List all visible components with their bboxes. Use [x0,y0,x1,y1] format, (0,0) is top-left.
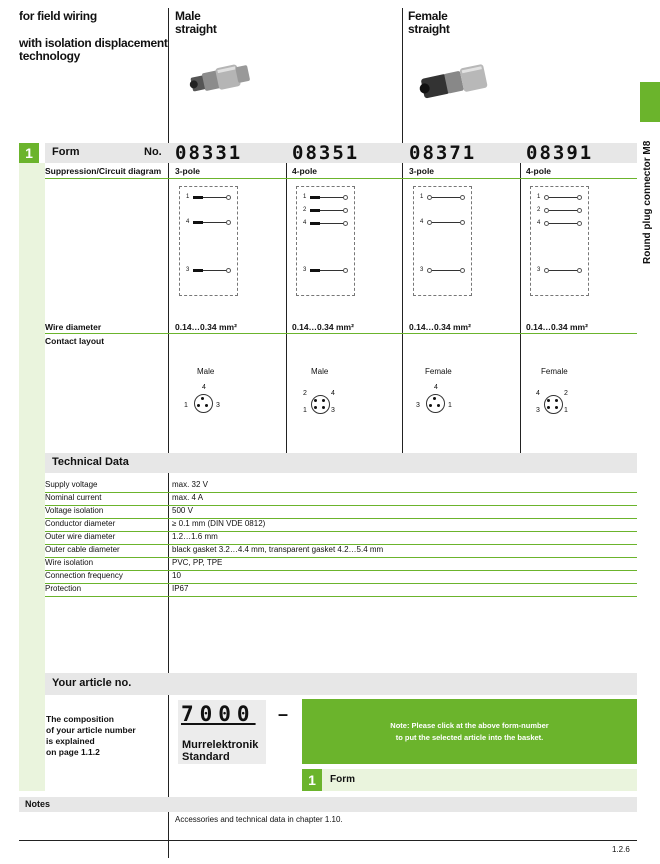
pole-label-4: 4-pole [526,166,552,176]
basket-note-line1: Note: Please click at the above form-number [390,721,549,730]
separator-vertical-female [402,8,403,453]
circuit-diagram-2: 1 2 4 3 [296,186,355,296]
notes-title: Notes [25,799,51,809]
article-title: Your article no. [52,677,132,689]
form-footer-band [322,769,637,791]
article-digits: 7000 [181,702,256,726]
tech-row-conductor-diameter: Conductor diameter ≥ 0.1 mm (DIN VDE 0812) [45,518,637,532]
tech-row-nominal-current: Nominal current max. 4 A [45,492,637,506]
contact-layout-label: Contact layout [45,336,105,346]
notes-text: Accessories and technical data in chapter 1.10. [175,815,343,824]
wire-diameter-label: Wire diameter [45,322,102,332]
tech-row-wire-isolation: Wire isolation PVC, PP, TPE [45,557,637,571]
header-female-line1: Female [408,9,448,23]
suppression-underline [45,178,637,179]
article-dash: – [278,704,289,724]
page-number: 1.2.6 [612,845,630,854]
pole-label-3: 3-pole [409,166,435,176]
wire-diameter-1: 0.14…0.34 mm² [175,322,237,332]
contact-layout-1: 4 1 3 [184,384,224,416]
form-footer-badge[interactable]: 1 [302,769,322,791]
pole-label-2: 4-pole [292,166,318,176]
contact-layout-4: 4 2 3 1 [536,390,568,414]
form-number-08351[interactable]: 08351 [292,142,360,164]
male-connector-image [183,58,255,98]
side-tab-label: Round plug connector M8 [642,140,653,264]
header-left [19,10,169,63]
brand-text [182,739,258,763]
contact-gender-1: Male [197,367,215,376]
form-number-08391[interactable]: 08391 [526,142,594,164]
contact-gender-2: Male [311,367,329,376]
basket-note-line2: to put the selected article into the basket. [395,733,544,742]
form-number-08331[interactable]: 08331 [175,142,243,164]
side-tab-marker [640,82,660,122]
wire-diameter-4: 0.14…0.34 mm² [526,322,588,332]
circuit-diagram-4: 1 2 4 3 [530,186,589,296]
suppression-label: Suppression/Circuit diagram [45,166,162,176]
header-left-line3: technology [19,49,81,63]
left-column-strip [19,163,39,791]
tech-row-connection-frequency: Connection frequency 10 [45,570,637,584]
basket-note [302,720,637,744]
header-female [408,10,450,36]
tech-row-voltage-isolation: Voltage isolation 500 V [45,505,637,519]
tech-row-outer-cable-diameter: Outer cable diameter black gasket 3.2…4.4 mm, transparent gasket 4.2…5.4 mm [45,544,637,558]
female-connector-image [416,60,494,104]
tech-row-protection: Protection IP67 [45,583,637,597]
circuit-diagram-3: 1 4 3 [413,186,472,296]
header-male-line2: straight [175,22,217,36]
content-area-bg [39,163,45,791]
header-female-line2: straight [408,22,450,36]
column-divider-4 [520,163,521,453]
contact-gender-3: Female [425,367,452,376]
article-band [45,673,637,695]
contact-layout-3: 4 3 1 [416,384,456,416]
form-label: Form [52,146,80,158]
contact-layout-2: 2 4 1 3 [303,390,335,414]
circuit-diagram-1: 1 4 3 [179,186,238,296]
bottom-rule [19,840,637,841]
tech-row-supply-voltage: Supply voltage max. 32 V [45,479,637,493]
form-badge[interactable]: 1 [19,143,39,163]
header-left-line1: for field wiring [19,9,97,23]
article-explanation: The composition of your article number is explained on page 1.1.2 [46,714,136,757]
notes-band [19,797,637,812]
pole-label-1: 3-pole [175,166,201,176]
header-left-line2: with isolation displacement [19,36,168,50]
technical-data-band [45,453,637,473]
header-male-line1: Male [175,9,201,23]
separator-vertical-main [168,8,169,858]
technical-data-title: Technical Data [52,456,129,468]
tech-row-outer-wire-diameter: Outer wire diameter 1.2…1.6 mm [45,531,637,545]
brand-line1: Murrelektronik [182,739,259,751]
wire-diameter-underline [45,333,637,334]
form-number-08371[interactable]: 08371 [409,142,477,164]
no-label: No. [144,146,162,158]
contact-gender-4: Female [541,367,568,376]
form-footer-label: Form [330,774,355,785]
wire-diameter-3: 0.14…0.34 mm² [409,322,471,332]
wire-diameter-2: 0.14…0.34 mm² [292,322,354,332]
header-male [175,10,217,36]
column-divider-2 [286,163,287,453]
brand-line2: Standard [182,751,230,763]
